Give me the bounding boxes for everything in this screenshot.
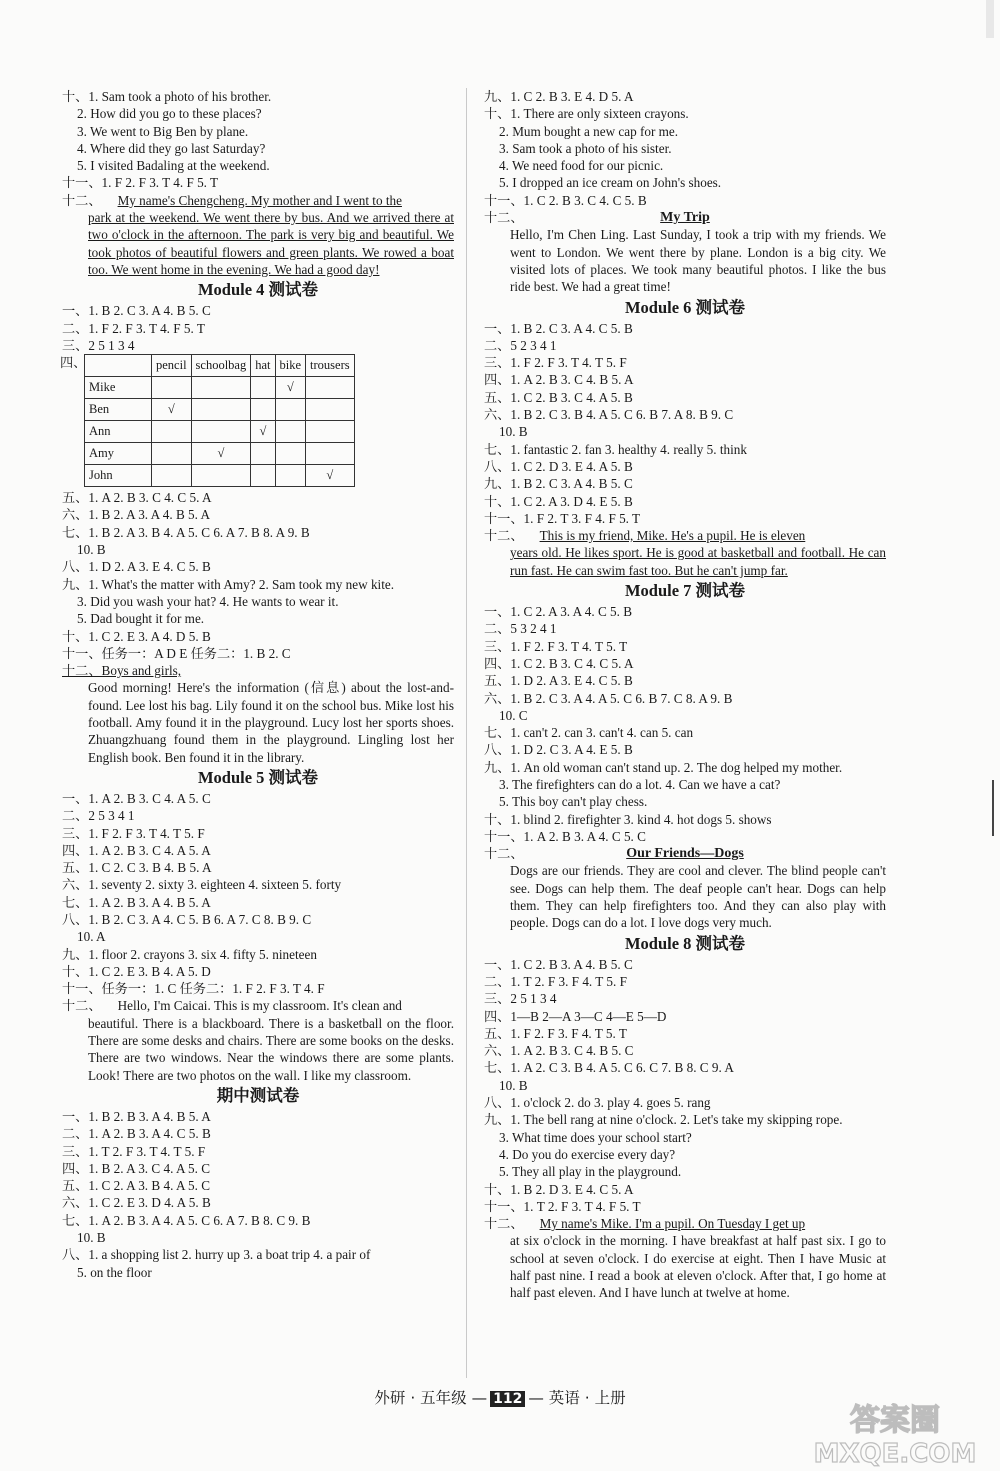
answer-line: 十一、1. A 2. B 3. A 4. C 5. C (484, 828, 646, 844)
answer-line: 九、1. What's the matter with Amy? 2. Sam took my new kite. (62, 576, 395, 592)
passage-text: Dogs are our friends. They are cool and clever. The blind people can't see. Dogs can help them. The deaf people can't hear. Dogs can help them. They can help firefighters too. And they can also play with people. Dogs can do a lot. I love dogs very much. (510, 863, 886, 931)
section-number: 四、 (60, 355, 87, 371)
answer-line: 5. I visited Badaling at the weekend. (77, 158, 270, 174)
prev-module-answers (484, 88, 886, 209)
answer-line: 七、1. A 2. B 3. A 4. B 5. A (62, 894, 211, 910)
answer-line: 九、1. C 2. B 3. E 4. D 5. A (484, 89, 634, 104)
answer-line: 十二、Boys and girls, (62, 663, 182, 679)
answer-line: 2. Mum bought a new cap for me. (499, 123, 679, 139)
section-number: 十、 (62, 89, 89, 104)
table-header-cell: trousers (306, 355, 355, 377)
answer-line: 10. C (499, 707, 528, 723)
answer-line: 五、1. C 2. C 3. B 4. B 5. A (62, 860, 212, 876)
answer-line: 六、1. B 2. A 3. A 4. B 5. A (62, 507, 211, 523)
answer-line: 七、1. B 2. A 3. B 4. A 5. C 6. A 7. B 8. A 9. B (62, 524, 310, 540)
table-header-cell: hat (251, 355, 275, 377)
section-number: 十二、 (62, 192, 102, 208)
passage-text: Good morning! Here's the information (信息) about the lost-and-found. Lee lost his bag. Lily found it on the school bus. Mike lost his football. Amy found it in the playground. Lucy lost her sports shoes. Zhuangzhuang found them in the playground. Lingling lost her English book. Ben found it in the library. (88, 680, 454, 765)
answer-line: 六、1. B 2. C 3. A 4. A 5. C 6. B 7. C 8. A 9. B (484, 690, 733, 706)
scan-edge-mark (986, 0, 994, 38)
answer-line: 四、1—B 2—A 3—C 4—E 5—D (484, 1008, 667, 1024)
table-row (85, 443, 355, 465)
passage-first-line: My name's Chengcheng. My mother and I went to the (117, 192, 402, 208)
left-column (62, 88, 454, 1281)
module-8-title: Module 8 测试卷 (624, 933, 746, 953)
table-check-cell (306, 443, 355, 465)
passage-text: park at the weekend. We went there by bus. And we arrived there at two o'clock in the afternoon. The park is very big and beautiful. We took photos of beautiful flowers and green plants. We rowed a boat too. We went home in the evening. We had a good day! (88, 210, 454, 277)
answer-line: 八、1. B 2. C 3. A 4. C 5. B 6. A 7. C 8. B 9. C (62, 911, 312, 927)
answer-line: 四、1. B 2. A 3. C 4. A 5. C (62, 1160, 211, 1176)
answer-line: 八、1. D 2. C 3. A 4. E 5. B (484, 742, 633, 758)
answer-line: 一、1. B 2. B 3. A 4. B 5. A (62, 1108, 211, 1124)
passage-first-line: Hello, I'm Caicai. This is my classroom. It's clean and (117, 998, 402, 1014)
table-name-cell: Ben (85, 399, 152, 421)
table-check-cell (306, 421, 355, 443)
table-check-cell (251, 399, 275, 421)
module-6-answers (484, 320, 886, 528)
table-header-cell: bike (275, 355, 306, 377)
table-check-cell (251, 377, 275, 399)
answer-line: 六、1. seventy 2. sixty 3. eighteen 4. sixteen 5. forty (62, 877, 342, 893)
answer-table (84, 354, 355, 487)
table-name-cell: John (85, 465, 152, 487)
table-header-cell: pencil (152, 355, 192, 377)
answer-line: 五、1. C 2. B 3. C 4. A 5. B (484, 389, 633, 405)
passage-first-line: My name's Mike. I'm a pupil. On Tuesday I get up (539, 1216, 806, 1232)
answer-line: 4. Do you do exercise every day? (499, 1146, 676, 1162)
answer-line: 二、1. F 2. F 3. T 4. F 5. T (62, 320, 205, 336)
answer-line: 一、1. A 2. B 3. C 4. A 5. C (62, 790, 211, 806)
table-check-cell: √ (191, 443, 251, 465)
answer-text: 1. Sam took a photo of his brother. (88, 89, 272, 104)
answer-line: 七、1. fantastic 2. fan 3. healthy 4. really 5. think (484, 441, 747, 457)
answer-line: 四、1. A 2. B 3. C 4. B 5. A (484, 372, 634, 388)
table-header-cell (85, 355, 152, 377)
answer-line: 二、2 5 3 4 1 (62, 808, 135, 824)
table-check-cell: √ (306, 465, 355, 487)
answer-line: 10. A (77, 929, 106, 945)
passage-title: Our Friends—Dogs (626, 846, 744, 862)
footer-dash: — (471, 1389, 488, 1407)
answer-line (62, 997, 454, 1014)
answer-line: 3. Did you wash your hat? 4. He wants to wear it. (77, 593, 339, 609)
right-column (484, 88, 886, 1302)
module-4-title: Module 4 测试卷 (197, 280, 319, 300)
answer-line: 三、1. F 2. F 3. T 4. T 5. F (484, 355, 627, 371)
answer-line: 六、1. B 2. C 3. B 4. A 5. C 6. B 7. A 8. B 9. C (484, 407, 734, 423)
module-7-answers (484, 603, 886, 845)
answer-line: 十一、1. F 2. F 3. T 4. F 5. T (62, 175, 219, 191)
answer-line: 10. B (499, 424, 528, 440)
answer-line: 4. We need food for our picnic. (499, 158, 664, 174)
midterm-answers (62, 1108, 454, 1281)
passage-text: Hello, I'm Chen Ling. Last Sunday, I took a trip with my friends. We went to London. We went there by plane. London is a big city. We visited lots of places. We took many beautiful photos. I like the bus ride best. We had a great time! (510, 227, 886, 295)
passage-text: years old. He likes sport. He is good at basketball and football. He can run fast. He can swim fast too. But he can't jump far. (510, 545, 886, 578)
answer-line: 九、1. An old woman can't stand up. 2. The dog helped my mother. (484, 759, 843, 775)
module-5-title: Module 5 测试卷 (197, 767, 319, 787)
answer-line: 十一、1. T 2. F 3. T 4. F 5. T (484, 1198, 641, 1214)
answer-line: 二、5 3 2 4 1 (484, 621, 557, 637)
table-name-cell: Amy (85, 443, 152, 465)
answer-line (62, 192, 454, 209)
table-check-cell (306, 377, 355, 399)
table-section (62, 354, 454, 487)
table-check-cell (191, 399, 251, 421)
table-check-cell (275, 421, 306, 443)
answer-line: 三、2 5 1 3 4 (484, 991, 557, 1007)
answer-line: 七、1. A 2. B 3. A 4. A 5. C 6. A 7. B 8. C 9. B (62, 1212, 311, 1228)
table-check-cell: √ (152, 399, 192, 421)
answer-line: 九、1. B 2. C 3. A 4. B 5. C (484, 476, 633, 492)
answer-line: 九、1. floor 2. crayons 3. six 4. fifty 5. nineteen (62, 946, 317, 962)
table-check-cell (191, 377, 251, 399)
answer-line: 五、1. D 2. A 3. E 4. C 5. B (484, 673, 633, 689)
watermark-url: MXQE.COM (813, 1439, 977, 1468)
module-6-title: Module 6 测试卷 (624, 297, 746, 317)
section-number: 十二、 (484, 1216, 524, 1232)
answer-line: 二、5 2 3 4 1 (484, 337, 557, 353)
answer-line: 十、1. B 2. D 3. E 4. C 5. A (484, 1181, 634, 1197)
answer-line: 三、1. F 2. F 3. T 4. T 5. F (62, 825, 205, 841)
answer-line: 5. This boy can't play chess. (499, 794, 648, 810)
module-7-title: Module 7 测试卷 (624, 581, 746, 601)
table-header-cell: schoolbag (191, 355, 251, 377)
answer-line: 三、1. F 2. F 3. T 4. T 5. T (484, 638, 628, 654)
table-row (85, 421, 355, 443)
answer-line: 十、1. blind 2. firefighter 3. kind 4. hot dogs 5. shows (484, 811, 772, 827)
table-row (85, 399, 355, 421)
answer-line: 八、1. a shopping list 2. hurry up 3. a boat trip 4. a pair of (62, 1247, 371, 1263)
answer-line: 10. B (77, 1230, 106, 1246)
answer-line: 六、1. C 2. E 3. D 4. A 5. B (62, 1195, 211, 1211)
scan-margin-mark (992, 780, 994, 836)
section-number: 十二、 (62, 998, 102, 1014)
table-check-cell (152, 465, 192, 487)
section-number: 十二、 (484, 210, 524, 226)
table-name-cell: Ann (85, 421, 152, 443)
footer-left: 外研 · 五年级 (374, 1389, 467, 1407)
answer-line: 八、1. C 2. D 3. E 4. A 5. B (484, 458, 633, 474)
table-check-cell (251, 443, 275, 465)
answer-line: 十、1. There are only sixteen crayons. (484, 106, 689, 122)
answer-line: 七、1. can't 2. can 3. can't 4. can 5. can (484, 725, 694, 741)
watermark-text: 答案圈 (850, 1403, 940, 1438)
table-check-cell (152, 443, 192, 465)
section-number: 十二、 (484, 528, 524, 544)
answer-line: 四、1. A 2. B 3. C 4. A 5. A (62, 842, 211, 858)
answer-line: 七、1. A 2. C 3. B 4. A 5. C 6. C 7. B 8. C 9. A (484, 1060, 734, 1076)
table-check-cell (191, 465, 251, 487)
answer-line: 十、1. C 2. E 3. B 4. A 5. D (62, 963, 211, 979)
answer-line: 五、1. A 2. B 3. C 4. C 5. A (62, 490, 212, 506)
answer-line: 十一、1. F 2. T 3. F 4. F 5. T (484, 510, 641, 526)
passage-first-line: This is my friend, Mike. He's a pupil. He is eleven (539, 528, 806, 544)
answer-line: 九、1. The bell rang at nine o'clock. 2. Let's take my skipping rope. (484, 1112, 843, 1128)
answer-line: 二、1. A 2. B 3. A 4. C 5. B (62, 1126, 211, 1142)
table-check-cell (275, 465, 306, 487)
answer-line: 5. on the floor (77, 1264, 152, 1280)
answer-line (62, 88, 454, 105)
module-5-answers (62, 790, 454, 998)
passage-text: beautiful. There is a blackboard. There is a basketball on the floor. There are some desks and chairs. There are some books on the desks. There are two windows. Near the windows there are some plants. Look! There are two photos on the wall. I like my classroom. (88, 1015, 454, 1083)
answer-line (484, 527, 886, 544)
answer-line: 八、1. o'clock 2. do 3. play 4. goes 5. rang (484, 1095, 711, 1111)
answer-line: 十、1. C 2. A 3. D 4. E 5. B (484, 493, 633, 509)
answer-line: 十一、任务一：1. C 任务二：1. F 2. F 3. T 4. F (62, 981, 325, 997)
answer-line (484, 209, 886, 226)
answer-line (484, 845, 886, 862)
answer-line: 5. I dropped an ice cream on John's shoes. (499, 175, 722, 191)
answer-line: 一、1. C 2. B 3. A 4. B 5. C (484, 956, 633, 972)
answer-line: 10. B (77, 542, 106, 558)
answer-line: 3. What time does your school start? (499, 1129, 692, 1145)
column-divider (466, 88, 467, 1378)
answer-line: 2. How did you go to these places? (77, 106, 262, 122)
section-number: 十二、 (484, 846, 524, 862)
footer-dash: — (528, 1389, 544, 1407)
answer-line: 一、1. C 2. A 3. A 4. C 5. B (484, 604, 633, 620)
table-check-cell (275, 443, 306, 465)
table-name-cell: Mike (85, 377, 152, 399)
midterm-title: 期中测试卷 (216, 1085, 300, 1105)
answer-line: 3. Sam took a photo of his sister. (499, 140, 672, 156)
answer-line: 3. The firefighters can do a lot. 4. Can we have a cat? (499, 776, 781, 792)
table-check-cell (275, 399, 306, 421)
passage-title: My Trip (660, 210, 710, 226)
answer-line: 六、1. A 2. B 3. C 4. B 5. C (484, 1043, 634, 1059)
answer-line: 五、1. C 2. A 3. B 4. A 5. C (62, 1178, 211, 1194)
table-check-cell (306, 399, 355, 421)
answer-line: 十一、1. C 2. B 3. C 4. C 5. B (484, 192, 647, 208)
page-number: 112 (490, 1391, 525, 1407)
footer-right: 英语 · 上册 (548, 1389, 626, 1407)
answer-line: 五、1. F 2. F 3. F 4. T 5. T (484, 1025, 627, 1041)
answer-line: 3. We went to Big Ben by plane. (77, 123, 249, 139)
table-check-cell: √ (275, 377, 306, 399)
module-8-answers (484, 956, 886, 1215)
answer-line: 八、1. D 2. A 3. E 4. C 5. B (62, 559, 211, 575)
answer-line: 10. B (499, 1077, 528, 1093)
watermark-logo (800, 1398, 990, 1468)
answer-line: 5. They all play in the playground. (499, 1164, 682, 1180)
answer-line: 十一、任务一：A D E 任务二：1. B 2. C (62, 645, 291, 661)
table-check-cell (152, 377, 192, 399)
answer-line (484, 1215, 886, 1232)
table-row (85, 465, 355, 487)
table-check-cell (251, 465, 275, 487)
answer-line: 5. Dad bought it for me. (77, 611, 205, 627)
answer-line: 三、2 5 1 3 4 (62, 337, 135, 353)
answer-line: 十、1. C 2. E 3. A 4. D 5. B (62, 628, 211, 644)
answer-line: 4. Where did they go last Saturday? (77, 140, 266, 156)
answer-line: 三、1. T 2. F 3. T 4. T 5. F (62, 1143, 206, 1159)
answer-line: 二、1. T 2. F 3. F 4. T 5. F (484, 973, 627, 989)
table-row (85, 377, 355, 399)
passage-text: at six o'clock in the morning. I have breakfast at half past six. I go to school at seven o'clock. I do exercise at eight. Then I have Music at half past nine. I read a book at eleven o'clock. After that, I go home at half past eleven. And I have lunch at twelve at home. (510, 1233, 886, 1301)
table-check-cell: √ (251, 421, 275, 443)
answer-line: 一、1. B 2. C 3. A 4. B 5. C (62, 303, 211, 319)
answer-line: 一、1. B 2. C 3. A 4. C 5. B (484, 320, 633, 336)
answer-line: 四、1. C 2. B 3. C 4. C 5. A (484, 655, 634, 671)
table-check-cell (152, 421, 192, 443)
table-check-cell (191, 421, 251, 443)
table-header-row (85, 355, 355, 377)
